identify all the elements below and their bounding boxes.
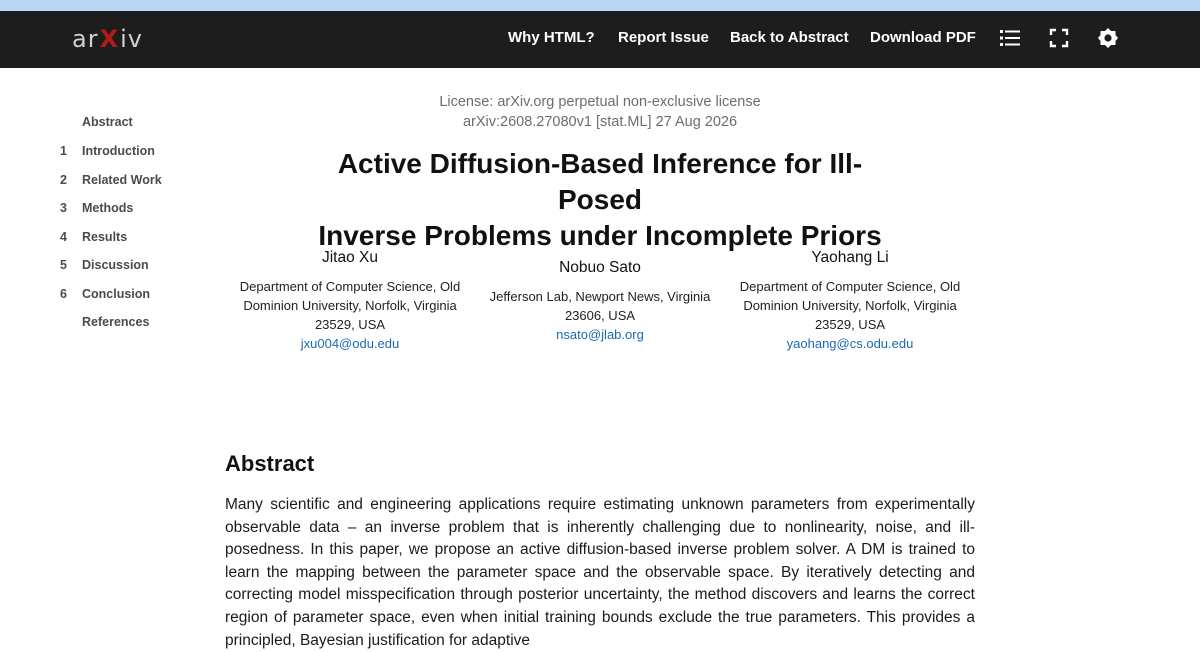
logo-text-right: iv xyxy=(120,25,143,53)
arxiv-logo[interactable] xyxy=(72,23,143,55)
author-email-link[interactable]: nsato@jlab.org xyxy=(556,327,644,342)
toc-item-number: 3 xyxy=(60,201,67,215)
author-block xyxy=(730,248,970,353)
toc-item-label: Methods xyxy=(82,201,134,215)
toc-item-introduction[interactable] xyxy=(56,141,155,161)
license-text: License: arXiv.org perpetual non-exclusive license xyxy=(439,94,761,110)
why-html-link[interactable]: Why HTML? xyxy=(508,29,595,46)
settings-icon[interactable] xyxy=(1097,27,1119,49)
navbar xyxy=(0,11,1200,68)
author-block xyxy=(480,258,720,344)
arxiv-id: arXiv:2608.27080v1 [stat.ML] 27 Aug 2026 xyxy=(462,114,738,130)
report-issue-link[interactable]: Report Issue xyxy=(618,29,709,46)
toc-item-label: Discussion xyxy=(82,258,149,272)
author-affiliation: Jefferson Lab, Newport News, Virginia 23606, USA xyxy=(489,289,711,323)
author-affiliation: Department of Computer Science, Old Dominion University, Norfolk, Virginia 23529, USA xyxy=(739,279,961,332)
paper-title xyxy=(300,146,900,254)
author-name: Nobuo Sato xyxy=(559,259,641,276)
author-email-link[interactable]: jxu004@odu.edu xyxy=(300,336,400,351)
author-email-link[interactable]: yaohang@cs.odu.edu xyxy=(786,336,914,351)
logo-text-left: ar xyxy=(72,25,99,53)
toc-item-number: 6 xyxy=(60,287,67,301)
toc-item-conclusion[interactable] xyxy=(56,284,150,304)
toc-item-related-work[interactable] xyxy=(56,170,162,190)
abstract-heading: Abstract xyxy=(225,451,315,476)
title-line-1: Active Diffusion-Based Inference for Ill-Posed xyxy=(337,148,863,215)
download-pdf-link[interactable]: Download PDF xyxy=(870,29,976,46)
browser-top-strip xyxy=(0,0,1200,11)
toc-item-abstract[interactable] xyxy=(56,112,133,132)
author-affiliation: Department of Computer Science, Old Dominion University, Norfolk, Virginia 23529, USA xyxy=(239,279,461,332)
fullscreen-icon[interactable] xyxy=(1048,27,1070,49)
logo-x-mark: X xyxy=(99,25,120,53)
toc-item-number: 5 xyxy=(60,258,67,272)
toc-item-label: Related Work xyxy=(82,173,162,187)
toc-item-methods[interactable] xyxy=(56,198,133,218)
author-name: Jitao Xu xyxy=(321,249,378,266)
toc-item-number: 4 xyxy=(60,230,67,244)
toc-item-label: Results xyxy=(82,230,128,244)
toc-item-number: 1 xyxy=(60,144,67,158)
back-to-abstract-link[interactable]: Back to Abstract xyxy=(730,29,849,46)
toc-item-label: Introduction xyxy=(82,144,155,158)
title-line-2: Inverse Problems under Incomplete Priors xyxy=(318,220,882,251)
toc-item-discussion[interactable] xyxy=(56,255,149,275)
author-name: Yaohang Li xyxy=(811,249,889,266)
toc-item-references[interactable] xyxy=(56,312,149,332)
toc-item-label: References xyxy=(82,315,150,329)
toc-item-label: Abstract xyxy=(82,115,133,129)
paper-metadata xyxy=(300,92,900,132)
toc-item-label: Conclusion xyxy=(82,287,151,301)
author-block xyxy=(230,248,470,353)
abstract-text: Many scientific and engineering applications require estimating unknown parameters from experimentally observable data – an inverse problem that is inherently challenging due to nonlinearity, noise, and ill-posedness. In this paper, we propose an active diffusion-based inverse problem solver. A DM is trained to learn the mapping between the parameter space and the observable space. By iteratively detecting and correcting model misspecification through posterior uncertainty, the method discovers and learns the correct region of parameter space, even when initial training bounds exclude the true parameters. This provides a principled, Bayesian justification for adaptive xyxy=(225,496,975,649)
toc-item-number: 2 xyxy=(60,173,67,187)
toc-list-icon[interactable] xyxy=(999,27,1021,49)
toc-item-results[interactable] xyxy=(56,227,127,247)
